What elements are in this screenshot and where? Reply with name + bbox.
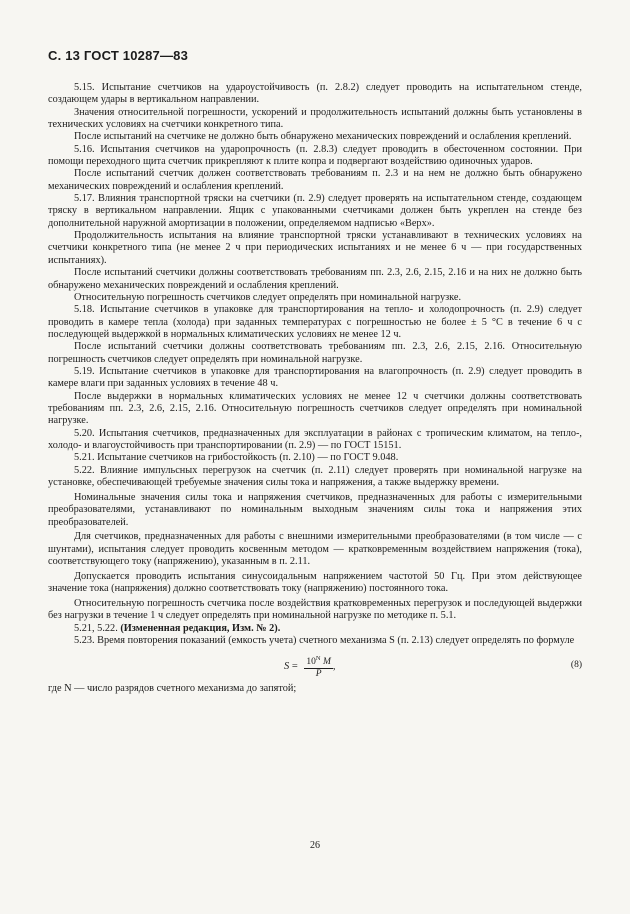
paragraph-list [48, 82, 582, 623]
page-header: С. 13 ГОСТ 10287—83 [48, 48, 189, 63]
formula-fraction [304, 653, 333, 680]
formula-lhs: S [284, 660, 290, 672]
formula [284, 653, 336, 680]
paragraph: Для счетчиков, предназначенных для работы с внешними измерительными преобразователями (в том числе — с шунтами), испытания следует проводить косвенным методом — кратковременным воздействием напряжения (тока), соответствующего току (напряжению), указанным в п. 2.11. [48, 531, 582, 568]
formula-denominator: P [315, 669, 322, 680]
formula-numerator [304, 653, 333, 669]
paragraph: Допускается проводить испытания синусоидальным напряжением частотой 50 Гц. При этом действующее значение тока (напряжения) должно соответствовать току (напряжению) постоянного тока. [48, 570, 582, 595]
page-number: 26 [310, 840, 320, 851]
where-clause: где N — число разрядов счетного механизма до запятой; [48, 683, 297, 695]
paragraph: 5.21. Испытание счетчиков на грибостойкость (п. 2.10) — по ГОСТ 9.048. [74, 452, 399, 464]
paragraph: 5.17. Влияния транспортной тряски на счетчики (п. 2.9) следует проверять на испытательном стенде, создающем тряску в вертикальном направлении. Ящик с упакованными счетчиками должен быть укреплен на стенде без дополнительной наружной амортизации в положении, определяемом надписью «Верх». [48, 193, 582, 229]
paragraph: Относительную погрешность счетчика после воздействия кратковременных перегрузок и последующей выдержки без нагрузки в течение 1 ч следует определять при номинальной нагрузке по методике п. 5.1. [48, 598, 582, 622]
formula-tail: , [332, 660, 336, 672]
paragraph: 5.18. Испытание счетчиков в упаковке для транспортирования на тепло- и холодопрочность (п. 2.9) следует проводить в камере тепла (холода) при заданных температурах с погрешностью не более ± 5 °С в течение 6 ч с последующей выдержкой в нормальных климатических условиях не менее 12 ч. [48, 304, 582, 340]
formula-num-exp: N [315, 655, 321, 663]
document-body [48, 82, 582, 696]
paragraph: 5.22. Влияние импульсных перегрузок на счетчик (п. 2.11) следует проверять при номинальной нагрузке на установке, обеспечивающей требуемые значения силы тока и напряжения, а также выдержку времени. [48, 464, 582, 488]
amendment-prefix: 5.21, 5.22. [74, 622, 121, 634]
paragraph: После выдержки в нормальных климатических условиях не менее 12 ч счетчики должны соответствовать требованиям пп. 2.3, 2.6, 2.15, 2.16. Относительную погрешность счетчиков следует определять при номинальной нагрузке. [48, 390, 582, 427]
formula-num-base: 10 [306, 657, 316, 668]
formula-row [48, 651, 582, 681]
paragraph: После испытаний счетчик должен соответствовать требованиям п. 2.3 и на нем не должно быть обнаружено механических повреждений и ослабления креплений. [48, 168, 582, 192]
equation-number: (8) [570, 660, 582, 671]
paragraph: 5.16. Испытания счетчиков на ударопрочность (п. 2.8.3) следует проводить в обесточенном состоянии. При помощи переходного щита счетчик прикрепляют к плите копра и подвергают воздействию одиночных ударов. [48, 143, 582, 168]
paragraph-5-23: 5.23. Время повторения показаний (емкость учета) счетного механизма S (п. 2.13) следует определять по формуле [74, 635, 575, 647]
formula-equals: = [289, 660, 301, 672]
paragraph: 5.19. Испытание счетчиков в упаковке для транспортирования на влагопрочность (п. 2.9) следует проводить в камере влаги при заданных условиях в течение 48 ч. [48, 365, 582, 390]
formula-num-tail: M [320, 657, 331, 668]
paragraph: Значения относительной погрешности, ускорений и продолжительность испытаний должны быть установлены в технических условиях на счетчики конкретного типа. [48, 106, 582, 131]
paragraph: После испытаний счетчики должны соответствовать требованиям пп. 2.3, 2.6, 2.15, 2.16 и на них не должно быть обнаружено механических повреждений и ослабления креплений. [48, 267, 582, 291]
paragraph: 5.20. Испытания счетчиков, предназначенных для эксплуатации в районах с тропическим климатом, на тепло-, холодо- и влагоустойчивость при транспортировании (п. 2.9) — по ГОСТ 15151. [48, 427, 582, 451]
paragraph: После испытаний счетчики должны соответствовать требованиям пп. 2.3, 2.6, 2.15, 2.16. Относительную погрешность счетчиков следует определять при номинальной нагрузке. [48, 341, 582, 365]
paragraph: Относительную погрешность счетчиков следует определять при номинальной нагрузке. [74, 291, 462, 303]
paragraph: Продолжительность испытания на влияние транспортной тряски устанавливают в технических условиях на счетчики конкретного типа (не менее 2 ч при периодических испытаниях и не менее 6 ч — при государственных испытаниях). [48, 230, 582, 266]
paragraph: Номинальные значения силы тока и напряжения счетчиков, предназначенных для работы с измерительными преобразователями, устанавливают по номинальным выходным значениям силы тока и напряжения этих преобразователей. [48, 491, 582, 528]
amendment-note [48, 623, 582, 635]
paragraph: 5.15. Испытание счетчиков на удароустойчивость (п. 2.8.2) следует проводить на испытательном стенде, создающем удары в вертикальном направлении. [48, 82, 582, 106]
paragraph: После испытаний на счетчике не должно быть обнаружено механических повреждений и ослабления креплений. [74, 131, 572, 143]
amendment-bold: (Измененная редакция, Изм. № 2). [120, 622, 281, 634]
